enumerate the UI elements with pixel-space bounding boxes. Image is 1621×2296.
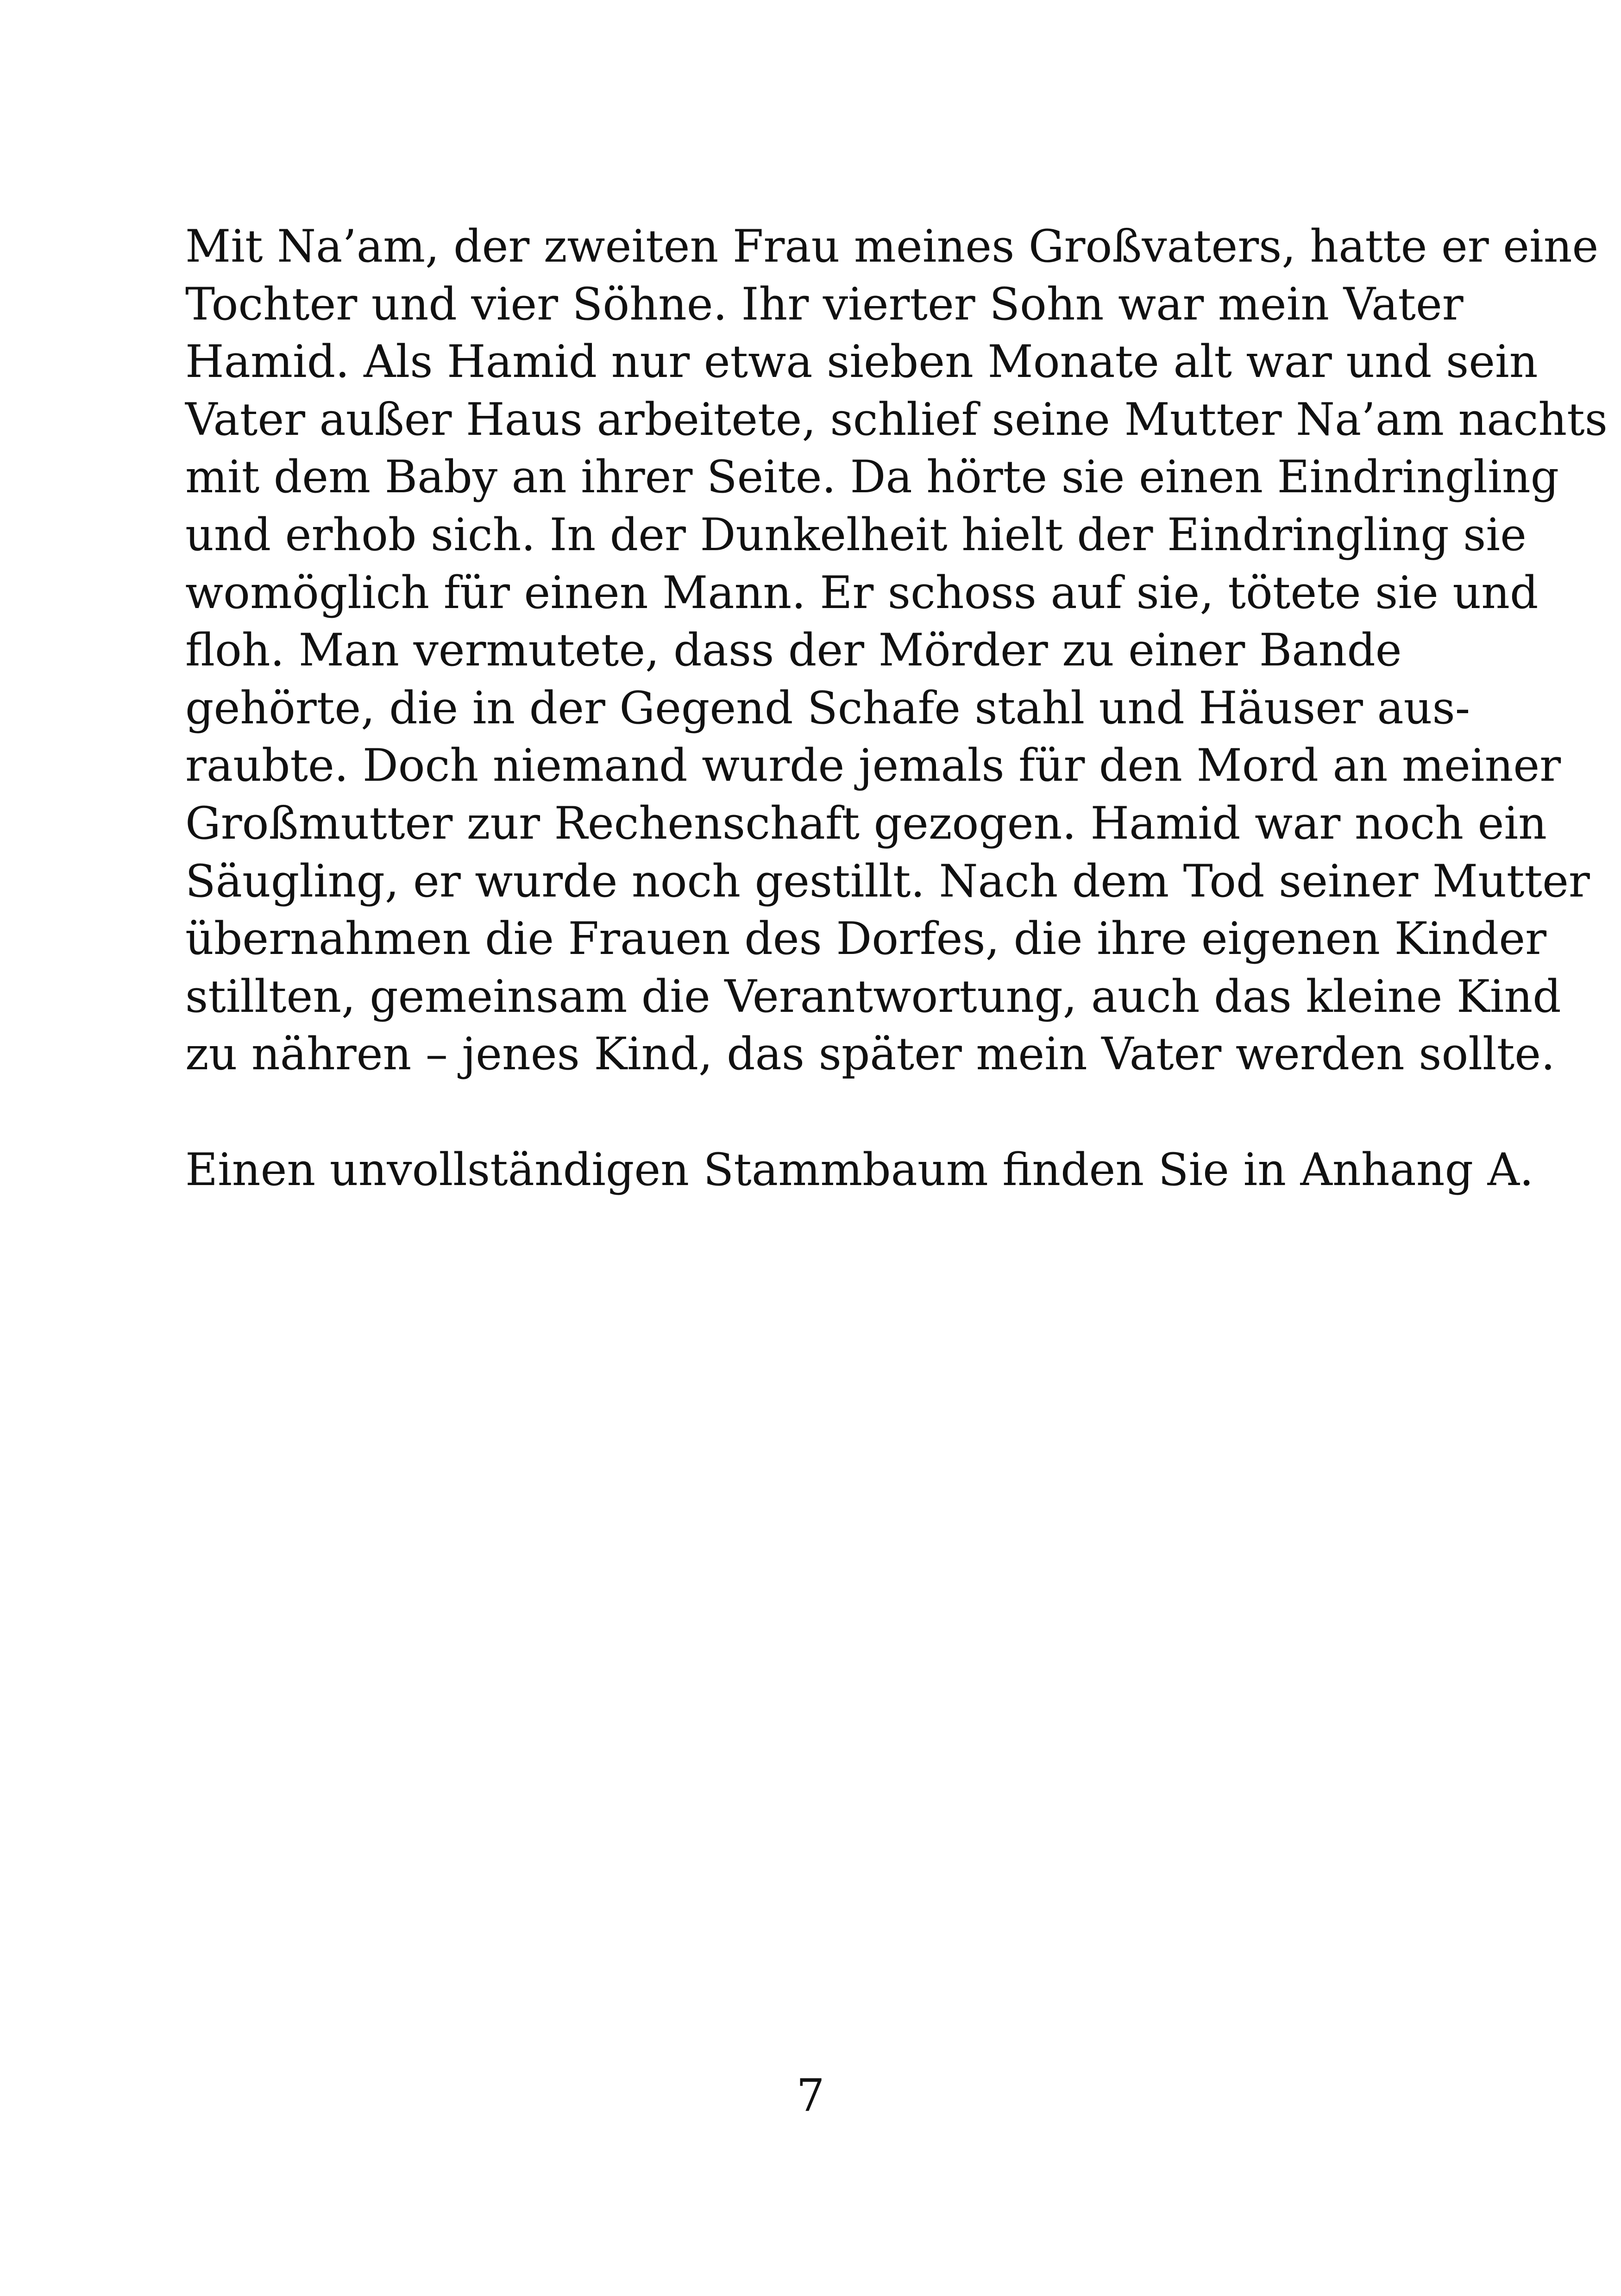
text-line: Großmutter zur Rechenschaft gezogen. Hamid war noch ein bbox=[185, 797, 1547, 849]
text-line: womöglich für einen Mann. Er schoss auf sie, tötete sie und bbox=[185, 566, 1539, 619]
text-line: Säugling, er wurde noch gestillt. Nach dem Tod seiner Mutter bbox=[185, 855, 1590, 907]
text-line: raubte. Doch niemand wurde jemals für den Mord an meiner bbox=[185, 740, 1561, 792]
paragraph-family-history bbox=[185, 218, 1608, 1083]
text-line: zu nähren – jenes Kind, das später mein Vater werden sollte. bbox=[185, 1028, 1555, 1080]
text-line: Mit Na’am, der zweiten Frau meines Großvaters, hatte er eine bbox=[185, 220, 1599, 272]
text-line: und erhob sich. In der Dunkelheit hielt der Eindringling sie bbox=[185, 508, 1527, 561]
text-line: Tochter und vier Söhne. Ihr vierter Sohn war mein Vater bbox=[185, 278, 1464, 330]
text-line: gehörte, die in der Gegend Schafe stahl und Häuser aus- bbox=[185, 682, 1470, 734]
text-line: Vater außer Haus arbeitete, schlief seine Mutter Na’am nachts bbox=[185, 393, 1608, 445]
paragraph-appendix-note bbox=[185, 1141, 1534, 1199]
text-line: Hamid. Als Hamid nur etwa sieben Monate alt war und sein bbox=[185, 336, 1538, 388]
text-line: Einen unvollständigen Stammbaum finden Sie in Anhang A. bbox=[185, 1143, 1534, 1196]
body-text bbox=[185, 218, 1608, 1198]
text-line: übernahmen die Frauen des Dorfes, die ihre eigenen Kinder bbox=[185, 913, 1547, 965]
text-line: stillten, gemeinsam die Verantwortung, auch das kleine Kind bbox=[185, 970, 1561, 1023]
page-number: 7 bbox=[796, 2070, 825, 2121]
paragraph-spacer bbox=[185, 1083, 1464, 1141]
text-line: floh. Man vermutete, dass der Mörder zu einer Bande bbox=[185, 624, 1402, 677]
text-line: mit dem Baby an ihrer Seite. Da hörte sie einen Eindringling bbox=[185, 451, 1559, 503]
